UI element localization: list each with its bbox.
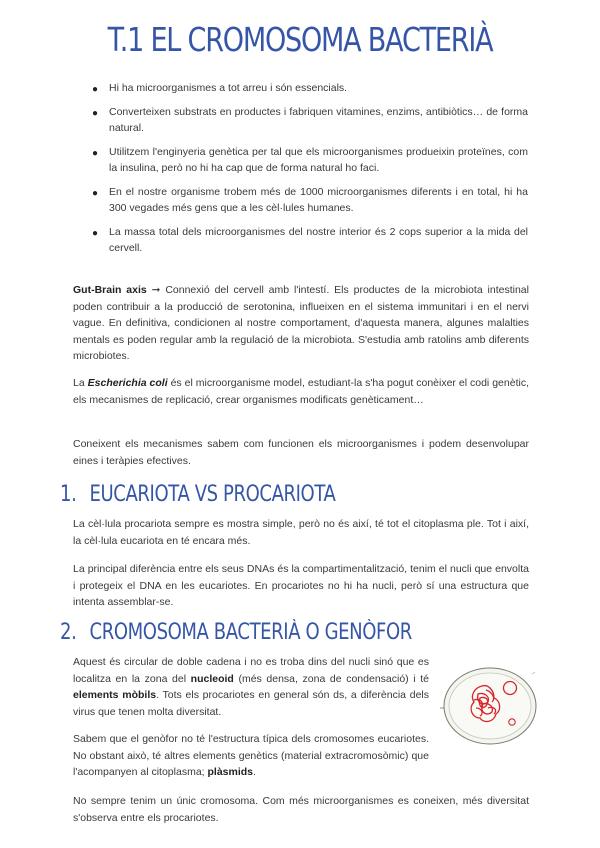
mechanisms-paragraph: Coneixent els mecanismes sabem com funcionen els microorganismes i podem desenvolupar eines i teràpies efectives. (73, 438, 529, 467)
section-1-heading (60, 482, 335, 507)
bullet-text: La massa total dels microorganismes del nostre interior és 2 cops superior a la mida del cervell. (109, 226, 528, 254)
text-run: Aquest és circular de doble cadena i no es troba dins del nucli sinó que es localitza en la zona del (73, 656, 429, 685)
gut-brain-text: Connexió del cervell amb l'intestí. Els productes de la microbiota intestinal poden contribuir a la producció de serotonina, influeixen en el sistema immunitari i en el nervi vague. En definitiva, condicionen al nostre comportament, d'aquesta manera, algunes malalties mentals es poden regular amb la regulació de la microbiota. S'estudia amb ratolins amb diferents microbiotes. (73, 284, 529, 362)
bullet-icon: ● (92, 84, 99, 95)
section-2-number: 2. (60, 620, 77, 645)
text-run: (més densa, zona de condensació) i té (233, 672, 429, 685)
bullet-item (92, 104, 528, 136)
bullet-icon: ● (92, 108, 99, 119)
cell-membrane (449, 673, 531, 739)
bullet-text: En el nostre organisme trobem més de 1000 microorganismes diferents i en total, hi ha 300 vegades més gens que a les cèl·lules humanes. (109, 186, 528, 214)
text-run: Sabem que el genòfor no té l'estructura típica dels cromosomes eucariotes. No obstant això, té altres elements genètics (material extracromosòmic) que l'acompanyen al citoplasma; (73, 733, 429, 778)
bullet-text: Hi ha microorganismes a tot arreu i són essencials. (109, 82, 348, 94)
section-1-paragraph-2: La principal diferència entre els seus DNAs és la compartimentalització, tenim el nucli que envolta i protegeix el DNA en les eucariotes. En procariotes no hi ha nucli, però sí una estructura que intenta assemblar-se. (73, 563, 529, 608)
plasmids-term: plàsmids (207, 766, 254, 778)
text-run: . Tots els procariotes en general són ds, a diferència dels virus que tenen molta diversitat. (73, 689, 429, 718)
bullet-icon: ● (92, 148, 99, 159)
ecoli-pre: La (73, 377, 88, 389)
gut-brain-term: Gut-Brain axis (73, 284, 147, 296)
intro-bullet-list (92, 80, 528, 264)
bullet-item (92, 144, 528, 176)
section-2-title: CROMOSOMA BACTERIÀ O GENÒFOR (89, 620, 412, 645)
section-1-number: 1. (60, 482, 77, 507)
section-2-heading (60, 620, 412, 645)
page-title: T.1 EL CROMOSOMA BACTERIÀ (107, 20, 493, 59)
bullet-icon: ● (92, 188, 99, 199)
bacterial-cell-illustration (438, 664, 538, 748)
label-line (532, 672, 535, 674)
section-1-paragraph-1: La cèl·lula procariota sempre es mostra simple, però no és així, té tot el citoplasma ple. Tot i així, la cèl·lula eucariota en té encara més. (73, 518, 529, 547)
mobile-elements-term: elements mòbils (73, 689, 157, 701)
text-run: . (253, 766, 256, 778)
ecoli-text: és el microorganisme model, estudiant-la s'ha pogut conèixer el codi genètic, els mecanismes de replicació, crear organismes modificats genèticament… (73, 377, 529, 406)
arrow-icon: ➞ (151, 284, 161, 296)
section-2-paragraph-3: No sempre tenim un únic cromosoma. Com més microorganismes es coneixen, més diversitat s'observa entre els procariotes. (73, 795, 529, 824)
bullet-item (92, 184, 528, 216)
ecoli-term: Escherichia coli (87, 377, 168, 389)
section-1-title: EUCARIOTA VS PROCARIOTA (89, 482, 336, 507)
ecoli-paragraph (73, 375, 529, 408)
bullet-item (92, 224, 528, 256)
bullet-text: Converteixen substrats en productes i fabriquen vitamines, enzims, antibiòtics… de forma natural. (109, 106, 528, 134)
gut-brain-paragraph (73, 282, 529, 365)
bullet-icon: ● (92, 228, 99, 239)
section-2-paragraph-2 (73, 731, 429, 781)
section-2-paragraph-1 (73, 654, 429, 720)
nucleoid-term: nucleoid (190, 672, 234, 685)
bullet-item (92, 80, 528, 96)
bullet-text: Utilitzem l'enginyeria genètica per tal que els microorganismes produeixin proteïnes, com la insulina, però no hi ha cap que de forma natural ho faci. (109, 146, 528, 174)
